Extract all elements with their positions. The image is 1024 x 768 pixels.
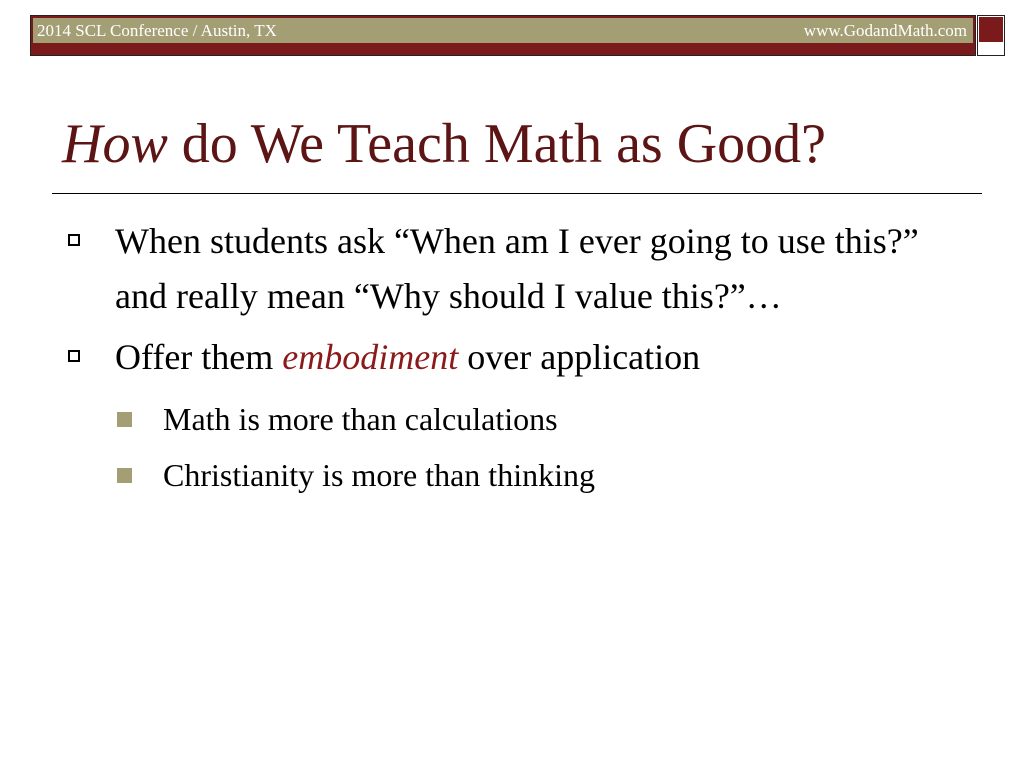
- slide-title: [62, 110, 826, 178]
- conference-label: 2014 SCL Conference / Austin, TX: [37, 20, 277, 40]
- sub-bullet-text: Math is more than calculations: [163, 401, 558, 437]
- bullet-item: [62, 330, 962, 385]
- sub-bullet-item: [62, 447, 962, 503]
- filled-square-bullet-icon: [117, 412, 132, 427]
- bullet-item: [62, 214, 962, 324]
- hollow-square-bullet-icon: [68, 350, 80, 362]
- header-strip: [33, 18, 973, 43]
- hollow-square-bullet-icon: [68, 234, 80, 246]
- title-rest: do We Teach Math as Good?: [167, 113, 827, 175]
- sub-bullet-text: Christianity is more than thinking: [163, 457, 595, 493]
- header-bar: [30, 15, 976, 56]
- title-emphasis: How: [62, 113, 168, 175]
- bullet-text-emphasis: embodiment: [282, 337, 459, 377]
- bullet-text-prefix: Offer them: [115, 337, 283, 377]
- bullet-text: When students ask “When am I ever going to use this?” and really mean “Why should I value this?”…: [115, 221, 919, 316]
- bullet-text-suffix: over application: [458, 337, 701, 377]
- bullet-list: [62, 214, 962, 503]
- header-corner-box: [977, 15, 1005, 56]
- title-divider: [52, 193, 982, 194]
- sub-bullet-item: [62, 391, 962, 447]
- header-corner-fill: [979, 17, 1003, 42]
- filled-square-bullet-icon: [117, 468, 132, 483]
- website-label: www.GodandMath.com: [803, 20, 967, 40]
